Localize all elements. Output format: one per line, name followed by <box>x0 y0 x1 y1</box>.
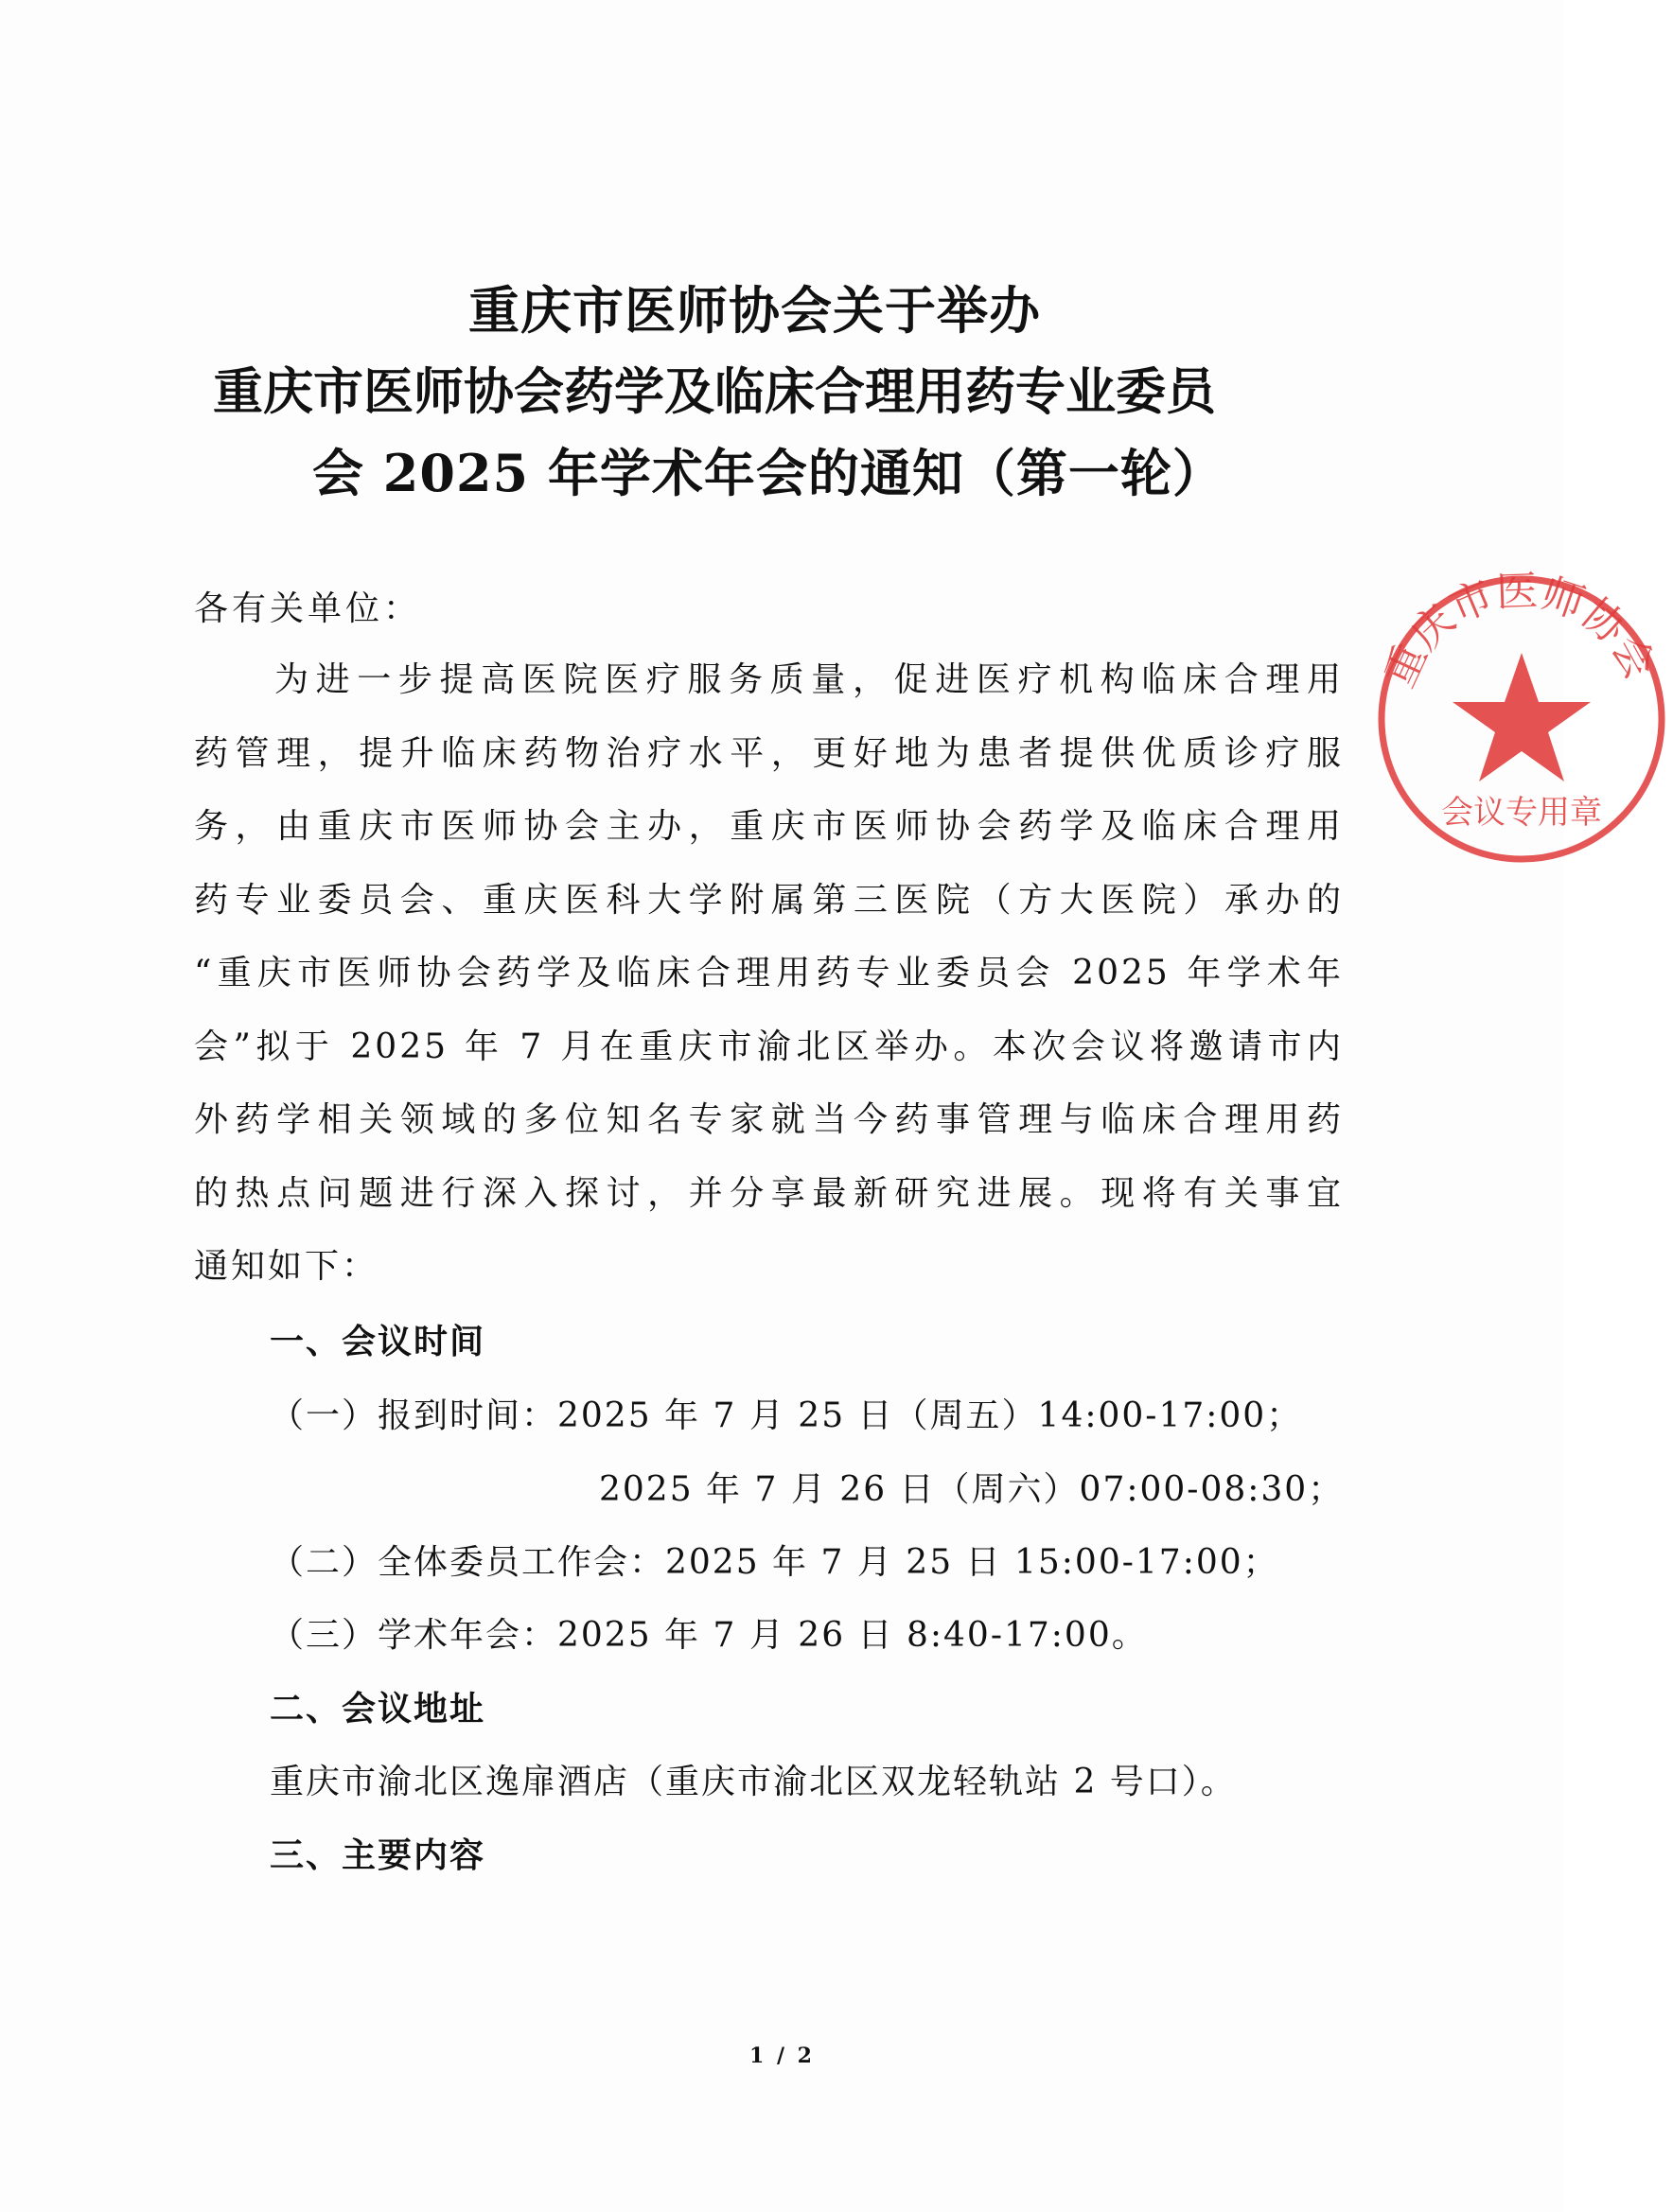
intro-line: 为进一步提高医院医疗服务质量，促进医疗机构临床合理用 <box>274 660 1344 699</box>
registration-time: （一）报到时间：2025 年 7 月 25 日（周五）14:00-17:00； <box>270 1396 1303 1435</box>
intro-line: 外药学相关领域的多位知名专家就当今药事管理与临床合理用药 <box>194 1100 1344 1139</box>
intro-paragraph <box>194 643 1344 1304</box>
intro-line: 药专业委员会、重庆医科大学附属第三医院（方大医院）承办的 <box>194 880 1344 920</box>
title-line-2: 重庆市医师协会药学及临床合理用药专业委员 <box>213 362 1216 421</box>
page-number: 1 / 2 <box>749 2044 815 2068</box>
committee-meeting-time: （二）全体委员工作会：2025 年 7 月 25 日 15:00-17:00； <box>270 1543 1279 1582</box>
salutation: 各有关单位： <box>194 589 422 628</box>
official-seal-icon <box>1370 568 1673 870</box>
title-line-1: 重庆市医师协会关于举办 <box>468 280 1041 341</box>
intro-line: 药管理，提升临床药物治疗水平，更好地为患者提供优质诊疗服 <box>194 733 1344 773</box>
intro-line: 通知如下： <box>194 1247 379 1286</box>
section-heading-content: 三、主要内容 <box>270 1836 486 1875</box>
meeting-address: 重庆市渝北区逸扉酒店（重庆市渝北区双龙轻轨站 2 号口）。 <box>270 1763 1237 1801</box>
title-line-3: 会 2025 年学术年会的通知（第一轮） <box>312 443 1224 503</box>
intro-line: 的热点问题进行深入探讨，并分享最新研究进展。现将有关事宜 <box>194 1173 1344 1213</box>
section-heading-time: 一、会议时间 <box>270 1323 486 1361</box>
svg-text:重庆市医师协会: 重庆市医师协会 <box>1375 568 1664 695</box>
svg-text:会议专用章: 会议专用章 <box>1441 794 1602 832</box>
academic-meeting-time: （三）学术年会：2025 年 7 月 26 日 8:40-17:00。 <box>270 1616 1148 1655</box>
section-heading-address: 二、会议地址 <box>270 1690 486 1729</box>
intro-line: 务，由重庆市医师协会主办，重庆市医师协会药学及临床合理用 <box>194 807 1344 846</box>
document-title <box>189 270 1372 514</box>
intro-line: “重庆市医师协会药学及临床合理用药专业委员会 2025 年学术年 <box>194 954 1344 992</box>
intro-line: 会”拟于 2025 年 7 月在重庆市渝北区举办。本次会议将邀请市内 <box>194 1027 1344 1066</box>
registration-time-2: 2025 年 7 月 26 日（周六）07:00-08:30； <box>599 1470 1345 1509</box>
